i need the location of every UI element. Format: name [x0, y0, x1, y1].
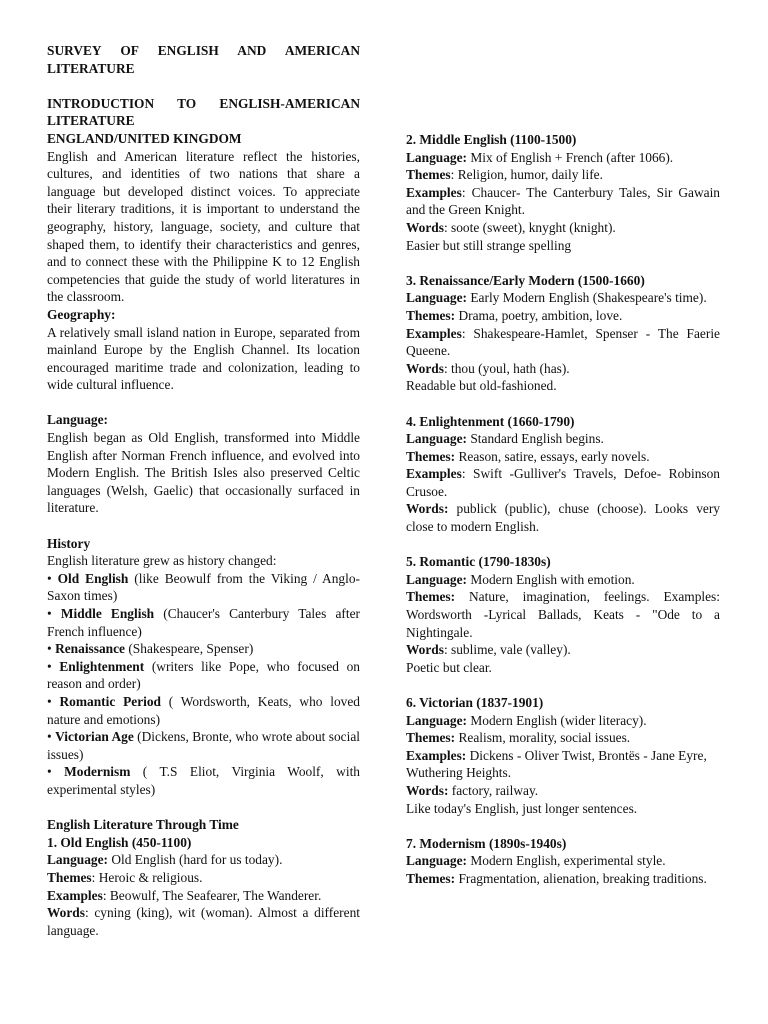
history-term: Middle English [60, 606, 155, 621]
period-heading: 7. Modernism (1890s-1940s) [406, 835, 567, 851]
period-heading: 5. Romantic (1790-1830s) [406, 554, 551, 570]
period-examples [47, 887, 360, 905]
label: Words: [406, 782, 449, 798]
period-line [406, 307, 720, 325]
period-line [406, 500, 720, 535]
label: Examples [47, 887, 103, 903]
period-line [406, 166, 720, 184]
bullet: • [47, 693, 52, 709]
value: Mix of English + French (after 1066). [467, 149, 674, 165]
history-heading: History [47, 535, 91, 551]
period-line [406, 289, 720, 307]
label: Words [47, 905, 85, 921]
label: Language: [406, 712, 468, 728]
period-line [406, 588, 720, 641]
period-line [406, 852, 720, 870]
value: : sublime, vale (valley). [443, 642, 571, 658]
intro-paragraph: English and American literature reflect the histories, cultures, and identities of two nations that share a language but developed distinct voices. To appreciate their literary traditions, it is important to understand the geography, history, language, society, and culture that shaped them, to identify their characteristics and genres, and to connect these with the Philippine K to 12 English competencies that guide the study of world literatures in the classroom. [47, 148, 360, 305]
label: Words [406, 219, 444, 235]
language-heading: Language: [47, 412, 109, 428]
section-title: ENGLAND/UNITED KINGDOM [47, 130, 242, 146]
period-line [406, 870, 720, 888]
history-term: Romantic Period [59, 693, 161, 709]
value: Standard English begins. [467, 431, 604, 447]
value: Nature, imagination, feelings. Examples: Wordsworth -Lyrical Ballads, Keats - "Ode to a Nightingale. [406, 589, 720, 640]
period-line [406, 184, 720, 219]
value: Fragmentation, alienation, breaking traditions. [455, 870, 707, 886]
bullet: • [47, 658, 52, 674]
history-desc: (Shakespeare, Spenser) [125, 641, 254, 657]
value: : cyning (king), wit (woman). Almost a different language. [47, 905, 360, 938]
bullet: • [47, 570, 52, 586]
period-heading: 4. Enlightenment (1660-1790) [406, 413, 575, 429]
document-title: SURVEY OF ENGLISH AND AMERICAN LITERATURE [47, 43, 360, 76]
period-line [406, 465, 720, 500]
period-line [406, 325, 720, 360]
value: Dickens - Oliver Twist, Brontës - Jane Eyre, [466, 747, 707, 763]
history-term: Victorian Age [55, 729, 134, 745]
language-text: English began as Old English, transformed into Middle English after Norman French influence, and evolved into Modern English. The British Isles also preserved Celtic languages (Welsh, Gaelic) that occasionally surfaced in literature. [47, 430, 360, 516]
label: Themes: [406, 730, 456, 746]
value: Realism, morality, social issues. [455, 730, 631, 746]
history-term: Old English [57, 570, 129, 586]
history-item [47, 640, 360, 658]
period-themes [47, 869, 360, 887]
period-line [406, 149, 720, 167]
label: Language: [47, 852, 109, 868]
label: Themes [47, 869, 92, 885]
label: Language: [406, 290, 468, 306]
bullet: • [47, 729, 52, 745]
value: Drama, poetry, ambition, love. [455, 307, 623, 323]
value: : Swift -Gulliver's Travels, Defoe- Robinson Crusoe. [406, 466, 720, 499]
geography-text: A relatively small island nation in Europe, separated from mainland Europe by the English Channel. Its location encouraged maritime trade and colonization, leading to wide cultural influence. [47, 324, 360, 393]
period-note: Like today's English, just longer sentences. [406, 800, 638, 816]
value: : Chaucer- The Canterbury Tales, Sir Gawain and the Green Knight. [406, 184, 720, 218]
label: Words [406, 642, 444, 658]
period-line [406, 571, 720, 589]
label: Language: [406, 571, 468, 587]
bullet: • [47, 641, 52, 657]
value: Reason, satire, essays, early novels. [455, 448, 650, 464]
history-desc: ( T.S Eliot, Virginia Woolf, with experimental styles) [47, 764, 360, 797]
label: Themes: [406, 870, 456, 886]
bullet: • [47, 606, 52, 621]
period-line [406, 219, 720, 237]
label: Language: [406, 149, 468, 165]
label: Themes: [406, 307, 456, 323]
label: Words [406, 360, 444, 376]
period-heading: 6. Victorian (1837-1901) [406, 695, 544, 710]
history-item [47, 728, 360, 763]
history-item [47, 570, 360, 605]
history-desc: (writers like Pope, who focused on reason and order) [47, 658, 360, 692]
value: publick (public), chuse (choose). Looks very close to modern English. [406, 501, 720, 535]
history-item [47, 605, 360, 640]
label: Examples [406, 325, 462, 341]
label: Examples [406, 466, 462, 482]
period-note: Easier but still strange spelling [406, 237, 572, 253]
period-line [406, 782, 720, 800]
intro-title: INTRODUCTION TO ENGLISH-AMERICAN LITERATURE [47, 95, 360, 129]
label: Language: [406, 431, 468, 447]
label: Language: [406, 853, 468, 869]
geography-heading: Geography: [47, 306, 116, 322]
label: Examples: [406, 747, 467, 763]
period-line [406, 448, 720, 466]
value: Early Modern English (Shakespeare's time). [467, 290, 707, 306]
period-line [406, 712, 720, 730]
period-heading: 3. Renaissance/Early Modern (1500-1660) [406, 272, 645, 288]
period-note: Readable but old-fashioned. [406, 378, 557, 394]
period-line [406, 729, 720, 747]
period-language [47, 851, 360, 869]
label: Themes: [406, 589, 456, 605]
value: Modern English (wider literacy). [467, 712, 647, 728]
history-desc: (like Beowulf from the Viking / Anglo-Saxon times) [47, 570, 360, 604]
period-words [47, 904, 360, 939]
history-item [47, 693, 360, 728]
value: Old English (hard for us today). [108, 852, 283, 868]
history-term: Renaissance [55, 641, 125, 657]
value: : Shakespeare-Hamlet, Spenser - The Faerie Queene. [406, 325, 720, 359]
history-item [47, 658, 360, 693]
bullet: • [47, 764, 52, 780]
through-time-heading: English Literature Through Time [47, 817, 239, 833]
history-intro: English literature grew as history changed: [47, 553, 277, 569]
label: Examples [406, 184, 462, 200]
value: : thou (youl, hath (has). [443, 360, 570, 376]
history-desc: (Dickens, Bronte, who wrote about social issues) [47, 729, 360, 762]
value: Modern English, experimental style. [467, 853, 666, 869]
history-term: Enlightenment [59, 658, 145, 674]
period-line [406, 747, 720, 765]
period-heading: 1. Old English (450-1100) [47, 834, 192, 850]
history-item [47, 763, 360, 798]
period-heading: 2. Middle English (1100-1500) [406, 132, 577, 147]
value: factory, railway. [448, 782, 539, 798]
left-column [47, 42, 360, 939]
period-line [406, 360, 720, 378]
history-term: Modernism [64, 764, 131, 780]
period-extra: Wuthering Heights. [406, 765, 512, 781]
history-desc: (Chaucer's Canterbury Tales after French influence) [47, 606, 360, 639]
value: : Religion, humor, daily life. [450, 167, 603, 183]
value: Modern English with emotion. [467, 571, 635, 587]
period-note: Poetic but clear. [406, 659, 492, 675]
period-line [406, 430, 720, 448]
history-desc: ( Wordsworth, Keats, who loved nature and emotions) [47, 693, 360, 727]
period-line [406, 641, 720, 659]
value: : soote (sweet), knyght (knight). [443, 219, 616, 235]
value: : Beowulf, The Seafearer, The Wanderer. [102, 887, 322, 903]
value: : Heroic & religious. [91, 869, 203, 885]
label: Themes [406, 167, 451, 183]
label: Themes: [406, 448, 456, 464]
right-column [406, 131, 720, 888]
label: Words: [406, 501, 449, 517]
